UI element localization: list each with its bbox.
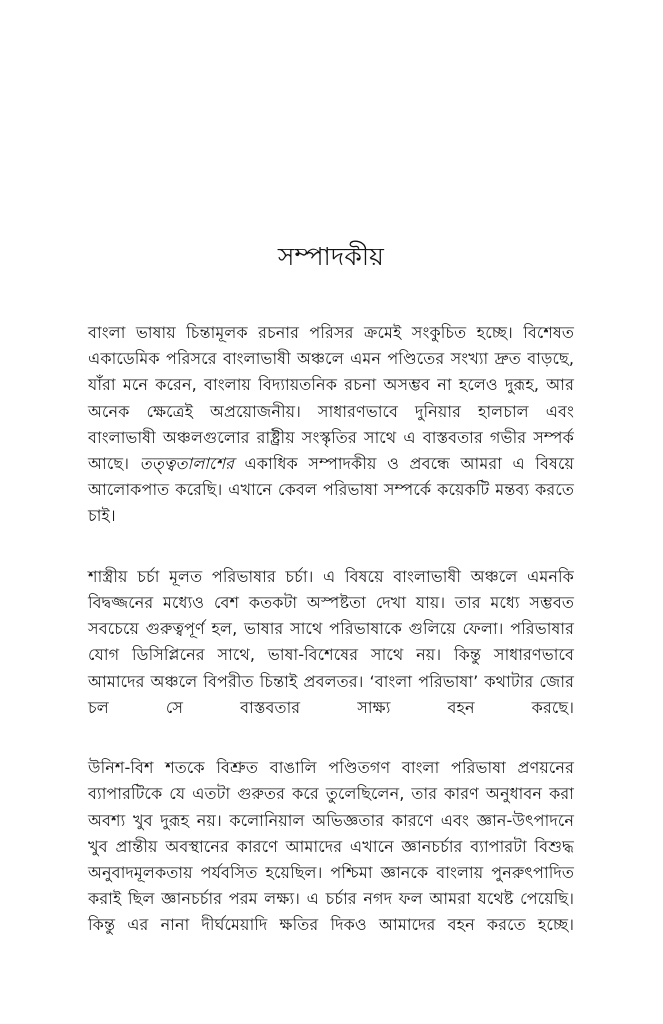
page-title: সম্পাদকীয় <box>277 242 385 271</box>
paragraph-2-text: শাস্ত্রীয় চর্চা মূলত পরিভাষার চর্চা। এ বিষয়ে বাংলাভাষী অঞ্চলে এমনকি বিদ্বজ্জনের মধ্যেও বেশ কতকটা অস্পষ্টতা দেখা যায়। তার মধ্যে সম্ভবত সবচেয়ে গুরুত্বপূর্ণ হল, ভাষার সাথে পরিভাষাকে গুলিয়ে ফেলা। পরিভাষার যোগ ডিসিপ্লিনের সাথে, ভাষা-বিশেষের সাথে নয়। কিন্তু সাধারণভাবে আমাদের অঞ্চলে বিপরীত চিন্তাই প্রবলতর। ‘বাংলা পরিভাষা’ কথাটার জোর চল সে বাস্তবতার সাক্ষ্য বহন করছে। <box>88 566 574 717</box>
paragraph-2 <box>88 564 574 747</box>
paragraph-3 <box>88 755 574 965</box>
journal-name-italic: তত্ত্বতালাশের <box>139 454 234 474</box>
paragraph-1 <box>88 320 574 556</box>
paragraph-1-text-b: একাধিক সম্পাদকীয় ও প্রবন্ধে আমরা এ বিষয়ে আলোকপাত করেছি। এখানে কেবল পরিভাষা সম্পর্কে কয়েকটি মন্তব্য করতে চাই। <box>88 454 574 526</box>
document-content <box>88 240 574 965</box>
paragraph-1-text-a: বাংলা ভাষায় চিন্তামূলক রচনার পরিসর ক্রমেই সংকুচিত হচ্ছে। বিশেষত একাডেমিক পরিসরে বাংলাভাষী অঞ্চলে এমন পণ্ডিতের সংখ্যা দ্রুত বাড়ছে, যাঁরা মনে করেন, বাংলায় বিদ্যায়তনিক রচনা অসম্ভব না হলেও দুরূহ, আর অনেক ক্ষেত্রেই অপ্রয়োজনীয়। সাধারণভাবে দুনিয়ার হালচাল এবং বাংলাভাষী অঞ্চলগুলোর রাষ্ট্রীয় সংস্কৃতির সাথে এ বাস্তবতার গভীর সম্পর্ক আছে। <box>88 323 574 474</box>
paragraph-3-text: উনিশ-বিশ শতকে বিশ্রুত বাঙালি পণ্ডিতগণ বাংলা পরিভাষা প্রণয়নের ব্যাপারটিকে যে এতটা গুরুতর করে তুলেছিলেন, তার কারণ অনুধাবন করা অবশ্য খুব দুরূহ নয়। কলোনিয়াল অভিজ্ঞতার কারণে এবং জ্ঞান-উৎপাদনে খুব প্রান্তীয় অবস্থানের কারণে আমাদের এখানে জ্ঞানচর্চার ব্যাপারটা বিশুদ্ধ অনুবাদমূলকতায় পর্যবসিত হয়েছিল। পশ্চিমা জ্ঞানকে বাংলায় পুনরুৎপাদিত করাই ছিল জ্ঞানচর্চার পরম লক্ষ্য। এ চর্চার নগদ ফল আমরা যথেষ্ট পেয়েছি। কিন্তু এর নানা দীর্ঘমেয়াদি ক্ষতির দিকও আমাদের বহন করতে হচ্ছে। <box>88 758 574 935</box>
